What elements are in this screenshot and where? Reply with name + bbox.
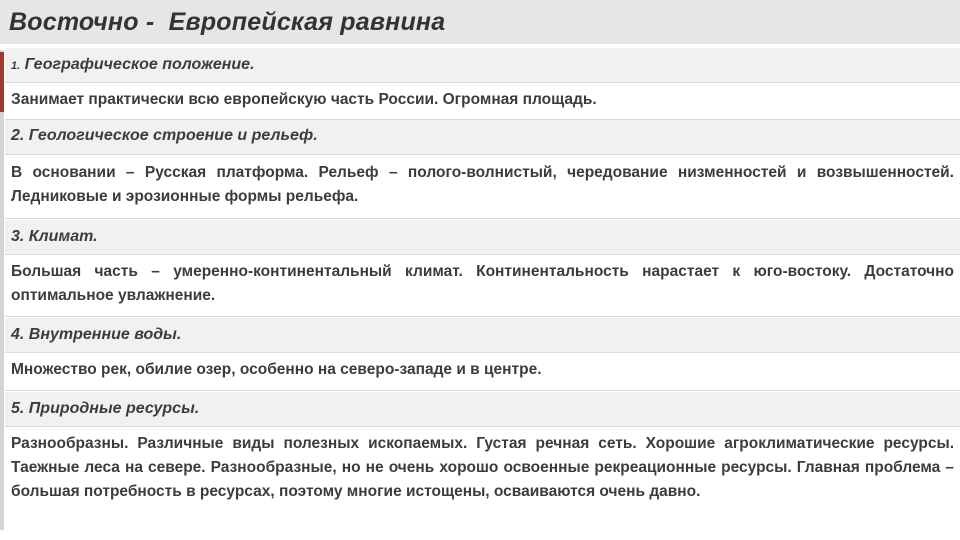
- section-title: Внутренние воды.: [24, 326, 182, 343]
- section-number: 3.: [11, 228, 25, 245]
- section-heading: [11, 400, 199, 418]
- left-accent-highlight: [0, 52, 4, 112]
- section-number: 4.: [11, 326, 25, 343]
- section-heading: [11, 326, 181, 344]
- title-bar: [0, 0, 960, 44]
- section-title: Географическое положение.: [20, 56, 255, 73]
- section-number: 5.: [11, 400, 25, 417]
- section-number: 1.: [11, 60, 21, 72]
- section-divider: [5, 390, 960, 391]
- slide-title: Восточно - Европейская равнина: [9, 8, 446, 36]
- section-body: Большая часть – умеренно-континентальный климат. Континентальность нарастает к юго-востоку. Достаточно оптимальное увлажнение.: [11, 263, 954, 304]
- section-heading-bar: [5, 220, 960, 255]
- section-divider: [5, 218, 960, 219]
- section-divider: [5, 316, 960, 317]
- section-title: Климат.: [24, 228, 98, 245]
- section-body: Множество рек, обилие озер, особенно на северо-западе и в центре.: [11, 361, 542, 378]
- section-number: 2.: [11, 127, 25, 144]
- section-title: Природные ресурсы.: [24, 400, 200, 417]
- section-heading: [11, 127, 318, 145]
- section-title: Геологическое строение и рельеф.: [24, 127, 318, 144]
- section-body: В основании – Русская платформа. Рельеф – полого-волнистый, чередование низменностей и возвышенностей. Ледниковые и эрозионные формы рельефа.: [11, 164, 954, 205]
- section-heading: [11, 56, 255, 74]
- left-accent-bar: [0, 50, 4, 530]
- section-heading: [11, 228, 98, 246]
- section-body: Занимает практически всю европейскую часть России. Огромная площадь.: [11, 91, 597, 108]
- section-body: Разнообразны. Различные виды полезных ископаемых. Густая речная сеть. Хорошие агроклиматические ресурсы. Таежные леса на севере. Разнообразные, но не очень хорошо освоенные рекреационные ресурсы. Главная проблема – большая потребность в ресурсах, поэтому многие истощены, осваиваются очень давно.: [11, 435, 954, 500]
